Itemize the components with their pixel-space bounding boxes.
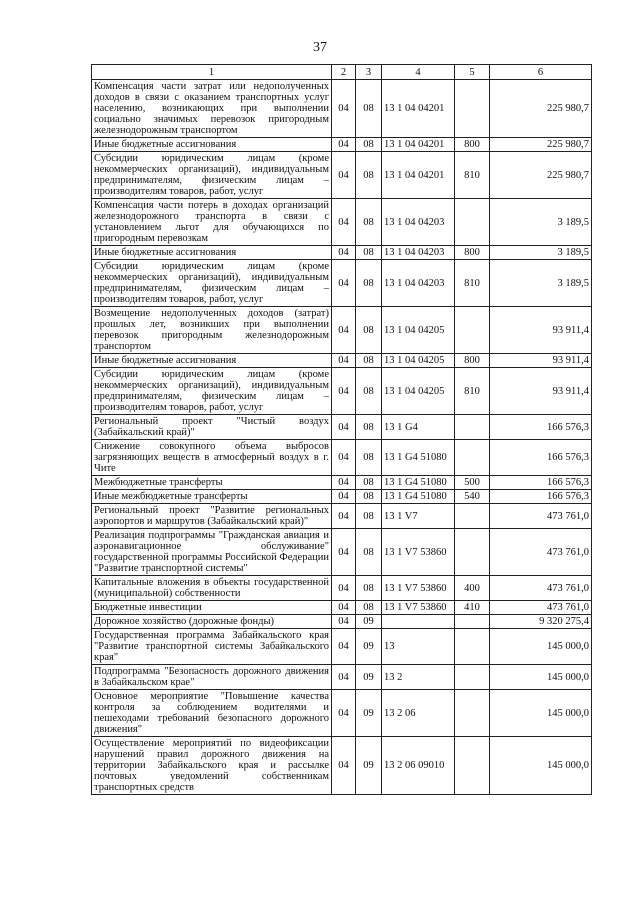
row-name-cell: Региональный проект "Чистый воздух (Забайкальский край)" bbox=[92, 415, 332, 440]
row-amount-cell: 93 911,4 bbox=[490, 368, 592, 415]
row-expense-type-cell bbox=[455, 665, 490, 690]
row-name-cell: Возмещение недополученных доходов (затрат) прошлых лет, возникших при выполнении перевозок пригородным железнодорожным транспортом bbox=[92, 307, 332, 354]
row-amount-cell: 9 320 275,4 bbox=[490, 615, 592, 629]
row-name-cell: Субсидии юридическим лицам (кроме некоммерческих организаций), индивидуальным предпринимателям, физическим лицам – производителям товаров, работ, услуг bbox=[92, 260, 332, 307]
row-amount-cell: 3 189,5 bbox=[490, 260, 592, 307]
row-name-cell: Иные бюджетные ассигнования bbox=[92, 246, 332, 260]
row-amount-cell: 3 189,5 bbox=[490, 246, 592, 260]
row-expense-type-cell: 800 bbox=[455, 138, 490, 152]
row-target-code-cell: 13 1 V7 53860 bbox=[382, 601, 455, 615]
row-expense-type-cell bbox=[455, 415, 490, 440]
row-amount-cell: 3 189,5 bbox=[490, 199, 592, 246]
row-section-cell: 04 bbox=[332, 629, 356, 665]
header-row bbox=[92, 65, 592, 80]
row-section-cell: 04 bbox=[332, 529, 356, 576]
row-name-cell: Компенсация части потерь в доходах организаций железнодорожного транспорта в связи с установлением льгот для обучающихся по пригородным перевозкам bbox=[92, 199, 332, 246]
row-target-code-cell: 13 1 04 04205 bbox=[382, 307, 455, 354]
row-expense-type-cell bbox=[455, 440, 490, 476]
row-target-code-cell: 13 1 04 04203 bbox=[382, 199, 455, 246]
table-row bbox=[92, 138, 592, 152]
row-section-cell: 04 bbox=[332, 440, 356, 476]
row-name-cell: Реализация подпрограммы "Гражданская авиация и аэронавигационное обслуживание" государственной программы Российской Федерации "Развитие транспортной системы" bbox=[92, 529, 332, 576]
row-section-cell: 04 bbox=[332, 737, 356, 795]
row-amount-cell: 473 761,0 bbox=[490, 576, 592, 601]
row-expense-type-cell: 400 bbox=[455, 576, 490, 601]
row-subsection-cell: 08 bbox=[356, 307, 382, 354]
row-target-code-cell: 13 1 04 04203 bbox=[382, 246, 455, 260]
row-name-cell: Снижение совокупного объема выбросов загрязняющих веществ в атмосферный воздух в г. Чите bbox=[92, 440, 332, 476]
row-subsection-cell: 09 bbox=[356, 737, 382, 795]
row-subsection-cell: 08 bbox=[356, 152, 382, 199]
row-section-cell: 04 bbox=[332, 615, 356, 629]
column-header-amount: 6 bbox=[490, 65, 592, 80]
row-section-cell: 04 bbox=[332, 138, 356, 152]
budget-table bbox=[91, 64, 592, 795]
row-expense-type-cell: 810 bbox=[455, 260, 490, 307]
table-row bbox=[92, 690, 592, 737]
row-expense-type-cell: 410 bbox=[455, 601, 490, 615]
row-amount-cell: 225 980,7 bbox=[490, 152, 592, 199]
row-section-cell: 04 bbox=[332, 199, 356, 246]
row-section-cell: 04 bbox=[332, 504, 356, 529]
row-expense-type-cell bbox=[455, 199, 490, 246]
row-subsection-cell: 08 bbox=[356, 529, 382, 576]
row-expense-type-cell: 540 bbox=[455, 490, 490, 504]
row-target-code-cell bbox=[382, 615, 455, 629]
table-row bbox=[92, 504, 592, 529]
table-row bbox=[92, 307, 592, 354]
row-name-cell: Основное мероприятие "Повышение качества контроля за соблюдением водителями и пешеходами требований безопасного дорожного движения" bbox=[92, 690, 332, 737]
row-section-cell: 04 bbox=[332, 152, 356, 199]
row-name-cell: Подпрограмма "Безопасность дорожного движения в Забайкальском крае" bbox=[92, 665, 332, 690]
row-section-cell: 04 bbox=[332, 490, 356, 504]
row-amount-cell: 166 576,3 bbox=[490, 476, 592, 490]
page-number: 37 bbox=[313, 40, 327, 55]
column-header-target-code: 4 bbox=[382, 65, 455, 80]
row-subsection-cell: 08 bbox=[356, 601, 382, 615]
row-target-code-cell: 13 1 04 04203 bbox=[382, 260, 455, 307]
row-target-code-cell: 13 1 04 04201 bbox=[382, 152, 455, 199]
row-amount-cell: 93 911,4 bbox=[490, 354, 592, 368]
column-header-section: 2 bbox=[332, 65, 356, 80]
row-section-cell: 04 bbox=[332, 576, 356, 601]
table-row bbox=[92, 476, 592, 490]
row-subsection-cell: 08 bbox=[356, 476, 382, 490]
row-name-cell: Региональный проект "Развитие региональных аэропортов и маршрутов (Забайкальский край)" bbox=[92, 504, 332, 529]
row-name-cell: Дорожное хозяйство (дорожные фонды) bbox=[92, 615, 332, 629]
row-section-cell: 04 bbox=[332, 415, 356, 440]
table-row bbox=[92, 199, 592, 246]
row-name-cell: Капитальные вложения в объекты государственной (муниципальной) собственности bbox=[92, 576, 332, 601]
row-expense-type-cell bbox=[455, 615, 490, 629]
row-section-cell: 04 bbox=[332, 368, 356, 415]
table-row bbox=[92, 665, 592, 690]
row-amount-cell: 225 980,7 bbox=[490, 80, 592, 138]
row-target-code-cell: 13 2 06 bbox=[382, 690, 455, 737]
row-amount-cell: 145 000,0 bbox=[490, 737, 592, 795]
row-subsection-cell: 08 bbox=[356, 260, 382, 307]
row-name-cell: Иные бюджетные ассигнования bbox=[92, 354, 332, 368]
row-amount-cell: 166 576,3 bbox=[490, 490, 592, 504]
table-row bbox=[92, 576, 592, 601]
table-row bbox=[92, 529, 592, 576]
row-target-code-cell: 13 1 V7 bbox=[382, 504, 455, 529]
table-row bbox=[92, 80, 592, 138]
row-subsection-cell: 08 bbox=[356, 490, 382, 504]
table-row bbox=[92, 260, 592, 307]
row-name-cell: Межбюджетные трансферты bbox=[92, 476, 332, 490]
row-section-cell: 04 bbox=[332, 601, 356, 615]
row-subsection-cell: 08 bbox=[356, 138, 382, 152]
column-header-expense-type: 5 bbox=[455, 65, 490, 80]
row-amount-cell: 473 761,0 bbox=[490, 601, 592, 615]
row-expense-type-cell: 800 bbox=[455, 354, 490, 368]
row-amount-cell: 473 761,0 bbox=[490, 504, 592, 529]
table-row bbox=[92, 368, 592, 415]
row-name-cell: Осуществление мероприятий по видеофиксации нарушений правил дорожного движения на территории Забайкальского края и рассылке почтовых уведомлений собственникам транспортных средств bbox=[92, 737, 332, 795]
row-section-cell: 04 bbox=[332, 665, 356, 690]
row-amount-cell: 166 576,3 bbox=[490, 415, 592, 440]
table-row bbox=[92, 490, 592, 504]
row-expense-type-cell bbox=[455, 529, 490, 576]
row-expense-type-cell: 810 bbox=[455, 152, 490, 199]
table-row bbox=[92, 152, 592, 199]
row-subsection-cell: 09 bbox=[356, 615, 382, 629]
row-section-cell: 04 bbox=[332, 354, 356, 368]
table-row bbox=[92, 440, 592, 476]
row-expense-type-cell bbox=[455, 629, 490, 665]
row-subsection-cell: 08 bbox=[356, 354, 382, 368]
row-subsection-cell: 08 bbox=[356, 440, 382, 476]
row-expense-type-cell bbox=[455, 690, 490, 737]
row-target-code-cell: 13 1 G4 51080 bbox=[382, 476, 455, 490]
row-section-cell: 04 bbox=[332, 690, 356, 737]
column-header-name: 1 bbox=[92, 65, 332, 80]
row-target-code-cell: 13 1 V7 53860 bbox=[382, 529, 455, 576]
row-expense-type-cell bbox=[455, 504, 490, 529]
row-section-cell: 04 bbox=[332, 476, 356, 490]
row-amount-cell: 145 000,0 bbox=[490, 629, 592, 665]
table-row bbox=[92, 354, 592, 368]
row-amount-cell: 145 000,0 bbox=[490, 690, 592, 737]
row-target-code-cell: 13 1 04 04205 bbox=[382, 368, 455, 415]
row-target-code-cell: 13 1 V7 53860 bbox=[382, 576, 455, 601]
row-name-cell: Субсидии юридическим лицам (кроме некоммерческих организаций), индивидуальным предпринимателям, физическим лицам – производителям товаров, работ, услуг bbox=[92, 368, 332, 415]
row-expense-type-cell bbox=[455, 80, 490, 138]
row-amount-cell: 473 761,0 bbox=[490, 529, 592, 576]
table-row bbox=[92, 615, 592, 629]
row-subsection-cell: 08 bbox=[356, 368, 382, 415]
row-expense-type-cell bbox=[455, 307, 490, 354]
row-subsection-cell: 09 bbox=[356, 629, 382, 665]
row-section-cell: 04 bbox=[332, 80, 356, 138]
row-subsection-cell: 08 bbox=[356, 576, 382, 601]
row-name-cell: Иные межбюджетные трансферты bbox=[92, 490, 332, 504]
table-row bbox=[92, 629, 592, 665]
row-target-code-cell: 13 1 04 04205 bbox=[382, 354, 455, 368]
row-subsection-cell: 09 bbox=[356, 690, 382, 737]
row-expense-type-cell bbox=[455, 737, 490, 795]
row-subsection-cell: 08 bbox=[356, 504, 382, 529]
row-expense-type-cell: 810 bbox=[455, 368, 490, 415]
row-target-code-cell: 13 1 G4 51080 bbox=[382, 440, 455, 476]
row-subsection-cell: 09 bbox=[356, 665, 382, 690]
row-subsection-cell: 08 bbox=[356, 80, 382, 138]
row-expense-type-cell: 800 bbox=[455, 246, 490, 260]
row-subsection-cell: 08 bbox=[356, 246, 382, 260]
row-target-code-cell: 13 1 04 04201 bbox=[382, 138, 455, 152]
row-section-cell: 04 bbox=[332, 246, 356, 260]
row-target-code-cell: 13 2 bbox=[382, 665, 455, 690]
row-name-cell: Бюджетные инвестиции bbox=[92, 601, 332, 615]
row-section-cell: 04 bbox=[332, 307, 356, 354]
row-subsection-cell: 08 bbox=[356, 199, 382, 246]
row-target-code-cell: 13 1 04 04201 bbox=[382, 80, 455, 138]
row-target-code-cell: 13 bbox=[382, 629, 455, 665]
row-expense-type-cell: 500 bbox=[455, 476, 490, 490]
row-name-cell: Государственная программа Забайкальского края "Развитие транспортной системы Забайкальского края" bbox=[92, 629, 332, 665]
column-header-subsection: 3 bbox=[356, 65, 382, 80]
table-row bbox=[92, 737, 592, 795]
row-name-cell: Субсидии юридическим лицам (кроме некоммерческих организаций), индивидуальным предпринимателям, физическим лицам – производителям товаров, работ, услуг bbox=[92, 152, 332, 199]
table-row bbox=[92, 246, 592, 260]
row-target-code-cell: 13 2 06 09010 bbox=[382, 737, 455, 795]
table-row bbox=[92, 601, 592, 615]
row-subsection-cell: 08 bbox=[356, 415, 382, 440]
row-name-cell: Компенсация части затрат или недополученных доходов в связи с оказанием транспортных услуг населению, возникающих при выполнении социально значимых перевозок пригородным железнодорожным транспортом bbox=[92, 80, 332, 138]
row-target-code-cell: 13 1 G4 51080 bbox=[382, 490, 455, 504]
row-section-cell: 04 bbox=[332, 260, 356, 307]
row-name-cell: Иные бюджетные ассигнования bbox=[92, 138, 332, 152]
row-amount-cell: 145 000,0 bbox=[490, 665, 592, 690]
table-row bbox=[92, 415, 592, 440]
row-amount-cell: 225 980,7 bbox=[490, 138, 592, 152]
row-amount-cell: 166 576,3 bbox=[490, 440, 592, 476]
row-amount-cell: 93 911,4 bbox=[490, 307, 592, 354]
row-target-code-cell: 13 1 G4 bbox=[382, 415, 455, 440]
